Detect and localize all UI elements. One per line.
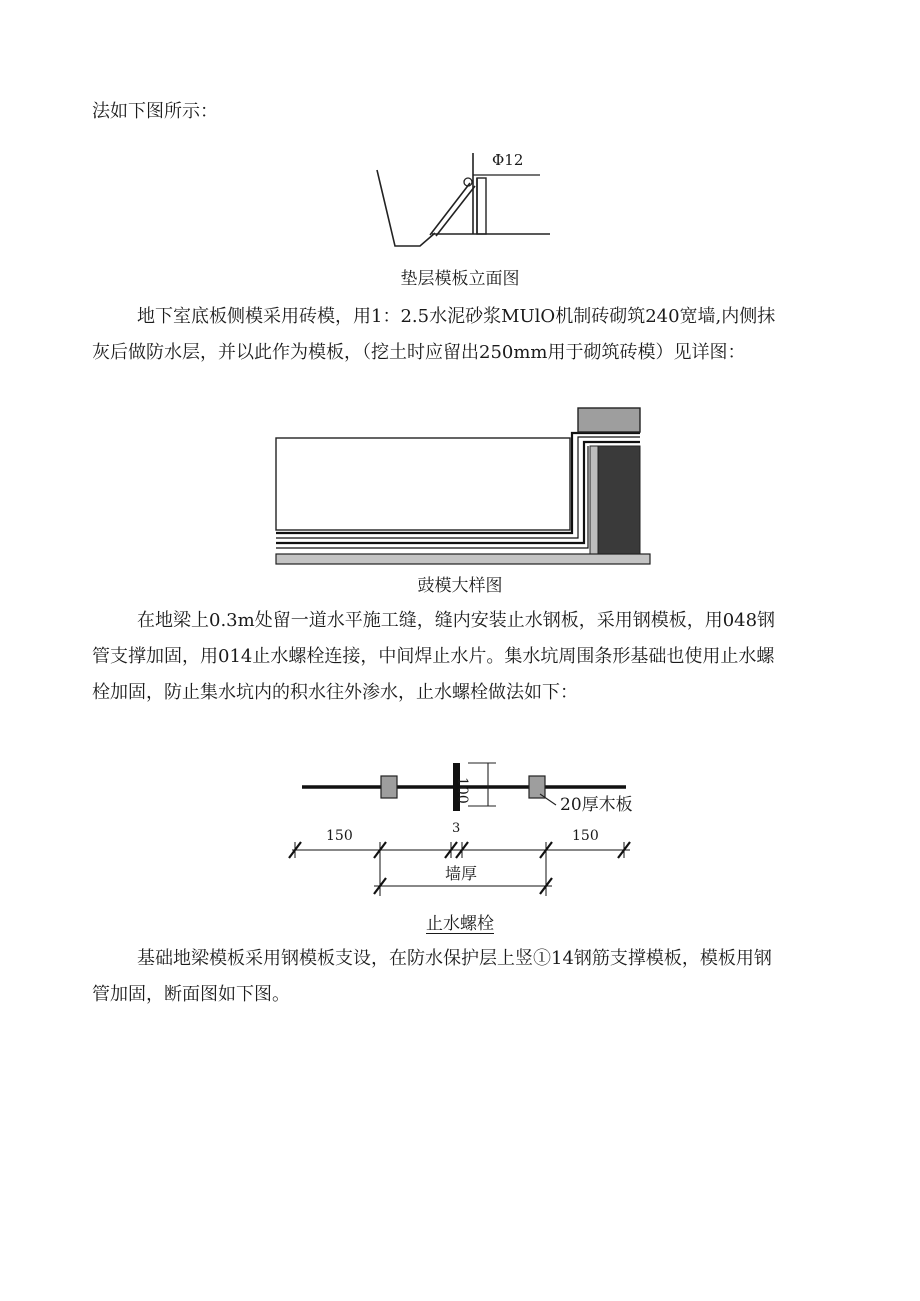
dim-wall-label: 墙厚 xyxy=(445,864,478,883)
dim-gap-label: 3 xyxy=(452,821,461,836)
paragraph1-line2: 灰后做防水层，并以此作为模板，（挖土时应留出250mm用于砌筑砖模）见详图： xyxy=(92,342,746,363)
dim-right-label: 150 xyxy=(572,828,599,844)
figure2-caption: 豉模大样图 xyxy=(417,576,503,596)
paragraph2-line2: 管支撑加固，用014止水螺栓连接，中间焊止水片。集水坑周围条形基础也使用止水螺 xyxy=(92,646,775,667)
intro-line: 法如下图所示： xyxy=(92,101,218,122)
paragraph2-line1: 在地梁上0.3m处留一道水平施工缝，缝内安装止水钢板，采用钢模板，用048钢 xyxy=(137,610,776,631)
paragraph3-line1: 基础地梁模板采用钢模板支设，在防水保护层上竖①14钢筋支撑模板，模板用钢 xyxy=(137,948,772,969)
paragraph3-line2: 管加固，断面图如下图。 xyxy=(92,984,290,1005)
rebar-label: Φ12 xyxy=(492,151,524,169)
dim-left-label: 150 xyxy=(326,828,353,844)
figure1-caption: 垫层模板立面图 xyxy=(400,269,520,289)
figure3-caption: 止水螺栓 xyxy=(426,914,494,934)
board-label: 20厚木板 xyxy=(560,795,633,815)
dim-vertical-label: 100 xyxy=(454,777,470,804)
paragraph2-line3: 栓加固，防止集水坑内的积水往外渗水，止水螺栓做法如下： xyxy=(92,682,578,703)
paragraph1-line1: 地下室底板侧模采用砖模，用1：2.5水泥砂浆MUlO机制砖砌筑240宽墙,内侧抹 xyxy=(137,306,776,327)
